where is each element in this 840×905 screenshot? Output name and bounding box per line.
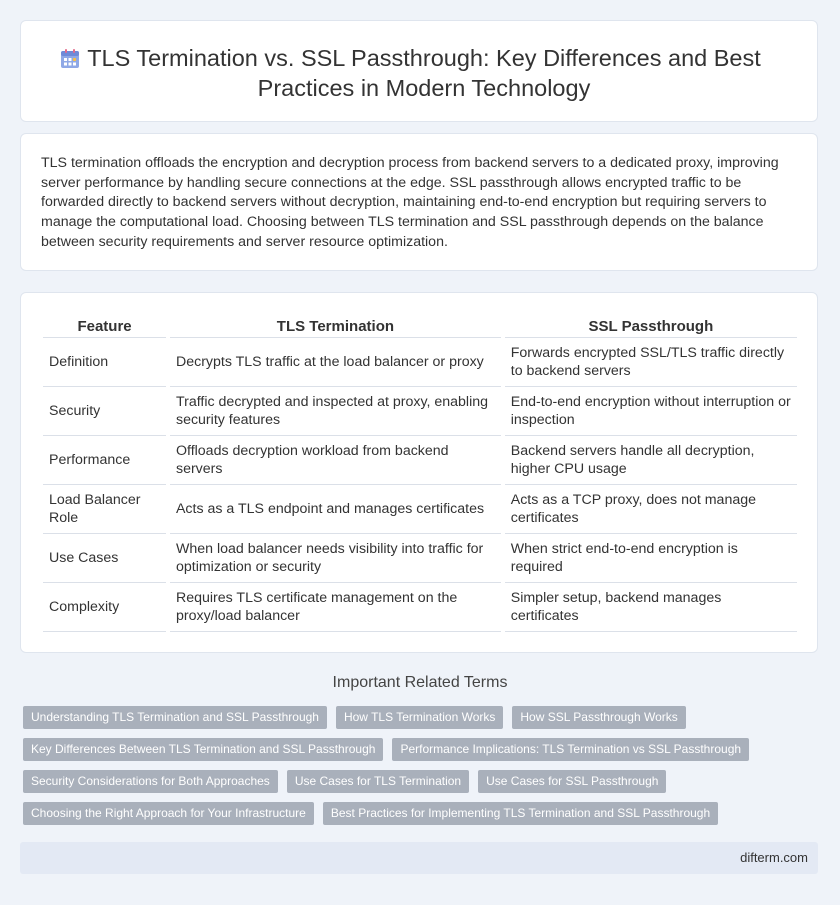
related-term-link[interactable]: Best Practices for Implementing TLS Termination and SSL Passthrough <box>323 802 718 825</box>
header-card <box>20 20 818 122</box>
related-term-link[interactable]: Performance Implications: TLS Termination vs SSL Passthrough <box>392 738 749 761</box>
related-terms-list <box>23 706 823 834</box>
table-header-row <box>43 315 797 338</box>
table-cell: Offloads decryption workload from backend servers <box>170 436 501 485</box>
table-cell: When strict end-to-end encryption is required <box>505 534 797 583</box>
table-cell: Decrypts TLS traffic at the load balancer or proxy <box>170 338 501 387</box>
table-cell: When load balancer needs visibility into traffic for optimization or security <box>170 534 501 583</box>
comparison-table <box>43 315 797 632</box>
related-terms-row <box>23 770 823 793</box>
comparison-card <box>20 292 818 653</box>
table-cell: Use Cases <box>43 534 166 583</box>
related-terms-row <box>23 802 823 825</box>
table-row <box>43 485 797 534</box>
table-cell: Security <box>43 387 166 436</box>
related-term-link[interactable]: Understanding TLS Termination and SSL Passthrough <box>23 706 327 729</box>
related-term-link[interactable]: Security Considerations for Both Approaches <box>23 770 278 793</box>
related-terms-row <box>23 738 823 761</box>
column-header: Feature <box>43 315 166 338</box>
table-cell: Traffic decrypted and inspected at proxy, enabling security features <box>170 387 501 436</box>
related-term-link[interactable]: Use Cases for TLS Termination <box>287 770 469 793</box>
related-term-link[interactable]: Key Differences Between TLS Termination and SSL Passthrough <box>23 738 383 761</box>
table-cell: Load Balancer Role <box>43 485 166 534</box>
footer <box>20 842 818 874</box>
table-cell: Performance <box>43 436 166 485</box>
table-row <box>43 387 797 436</box>
related-terms-title: Important Related Terms <box>332 674 508 691</box>
table-cell: Complexity <box>43 583 166 632</box>
table-cell: Acts as a TLS endpoint and manages certificates <box>170 485 501 534</box>
table-row <box>43 534 797 583</box>
table-cell: Simpler setup, backend manages certificates <box>505 583 797 632</box>
table-cell: Definition <box>43 338 166 387</box>
page-title: TLS Termination vs. SSL Passthrough: Key Differences and Best Practices in Modern Technology <box>87 45 761 101</box>
table-row <box>43 338 797 387</box>
table-row <box>43 436 797 485</box>
column-header: TLS Termination <box>170 315 501 338</box>
column-header: SSL Passthrough <box>505 315 797 338</box>
table-cell: Acts as a TCP proxy, does not manage certificates <box>505 485 797 534</box>
table-cell: Backend servers handle all decryption, higher CPU usage <box>505 436 797 485</box>
related-term-link[interactable]: Choosing the Right Approach for Your Infrastructure <box>23 802 314 825</box>
table-cell: Requires TLS certificate management on the proxy/load balancer <box>170 583 501 632</box>
intro-card <box>20 133 818 271</box>
related-term-link[interactable]: Use Cases for SSL Passthrough <box>478 770 666 793</box>
related-term-link[interactable]: How TLS Termination Works <box>336 706 503 729</box>
related-terms-row <box>23 706 823 729</box>
table-row <box>43 583 797 632</box>
table-cell: End-to-end encryption without interruption or inspection <box>505 387 797 436</box>
related-term-link[interactable]: How SSL Passthrough Works <box>512 706 685 729</box>
table-cell: Forwards encrypted SSL/TLS traffic directly to backend servers <box>505 338 797 387</box>
footer-site[interactable]: difterm.com <box>740 850 808 865</box>
intro-paragraph: TLS termination offloads the encryption and decryption process from backend servers to a dedicated proxy, improving server performance by handling secure connections at the edge. SSL passthrough allows encrypted traffic to be forwarded directly to backend servers without decryption, maintaining end-to-end encryption but requiring servers to manage the computational load. Choosing between TLS termination and SSL passthrough depends on the balance between security requirements and server resource optimization. <box>41 155 779 250</box>
